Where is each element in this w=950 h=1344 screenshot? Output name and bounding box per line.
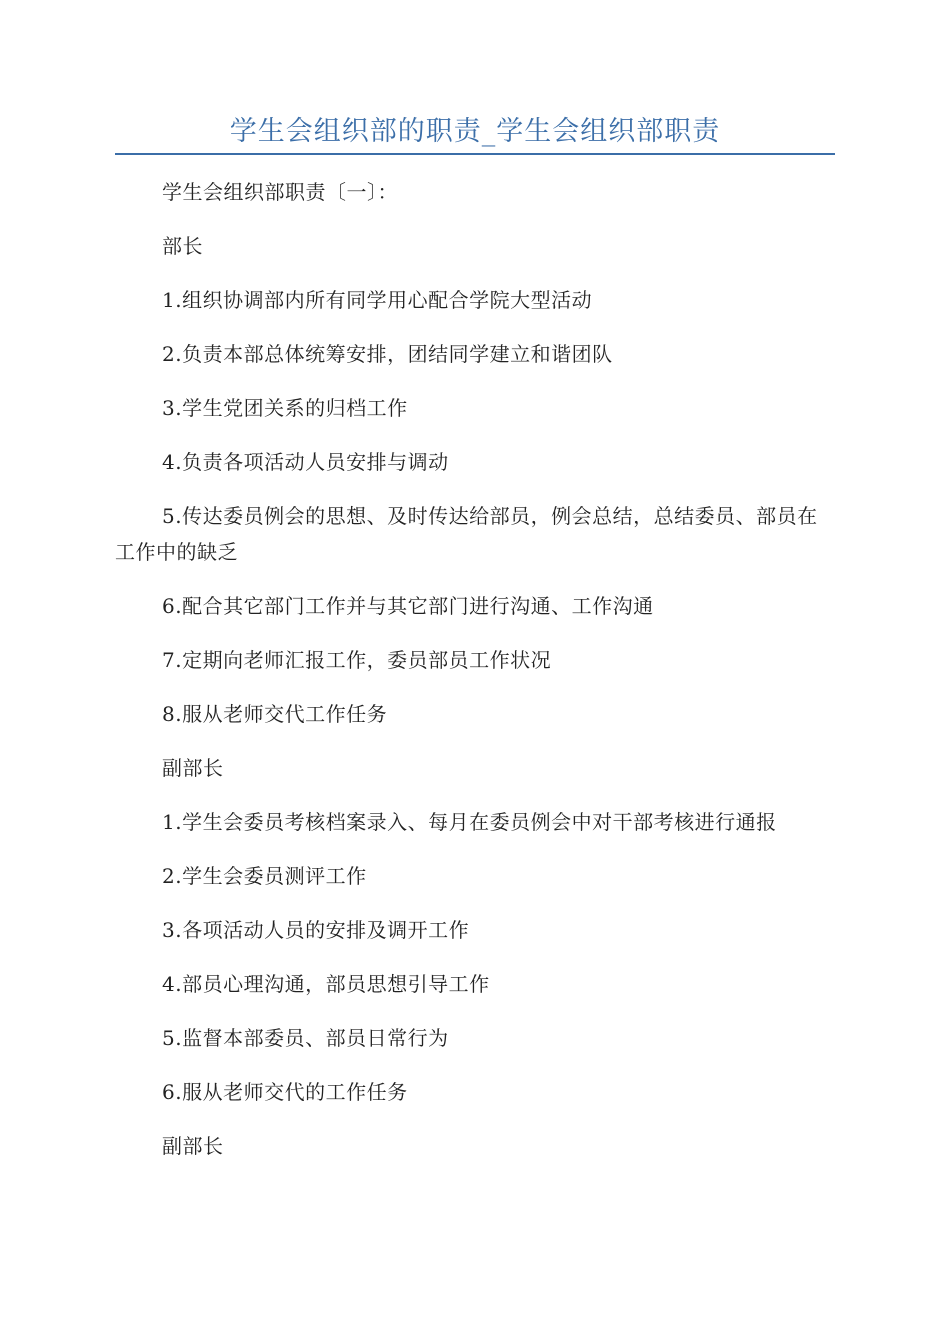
- list-item: 2.负责本部总体统筹安排，团结同学建立和谐团队: [162, 342, 613, 366]
- list-item: 1.学生会委员考核档案录入、每月在委员例会中对干部考核进行通报: [162, 810, 777, 834]
- role-heading-minister: 部长: [162, 234, 203, 258]
- role-heading-vice-minister: 副部长: [162, 756, 224, 780]
- list-item: 2.学生会委员测评工作: [162, 864, 367, 888]
- list-item: 5.监督本部委员、部员日常行为: [162, 1026, 449, 1050]
- list-item: 4.负责各项活动人员安排与调动: [162, 450, 449, 474]
- role-heading-vice-minister: 副部长: [162, 1134, 224, 1158]
- list-item: 4.部员心理沟通，部员思想引导工作: [162, 972, 490, 996]
- list-item: 1.组织协调部内所有同学用心配合学院大型活动: [162, 288, 593, 312]
- document-body: [115, 174, 835, 1182]
- list-item: 7.定期向老师汇报工作，委员部员工作状况: [162, 648, 552, 672]
- title-underline: [115, 153, 835, 155]
- list-item: 3.各项活动人员的安排及调开工作: [162, 918, 470, 942]
- list-item: 6.服从老师交代的工作任务: [162, 1080, 408, 1104]
- list-item: 8.服从老师交代工作任务: [162, 702, 388, 726]
- list-item: 5.传达委员例会的思想、及时传达给部员，例会总结，总结委员、部员在工作中的缺乏: [115, 504, 818, 564]
- section-heading: 学生会组织部职责〔一〕：: [162, 180, 398, 204]
- list-item: 3.学生党团关系的归档工作: [162, 396, 408, 420]
- list-item: 6.配合其它部门工作并与其它部门进行沟通、工作沟通: [162, 594, 654, 618]
- document-title: 学生会组织部的职责_学生会组织部职责: [229, 116, 721, 147]
